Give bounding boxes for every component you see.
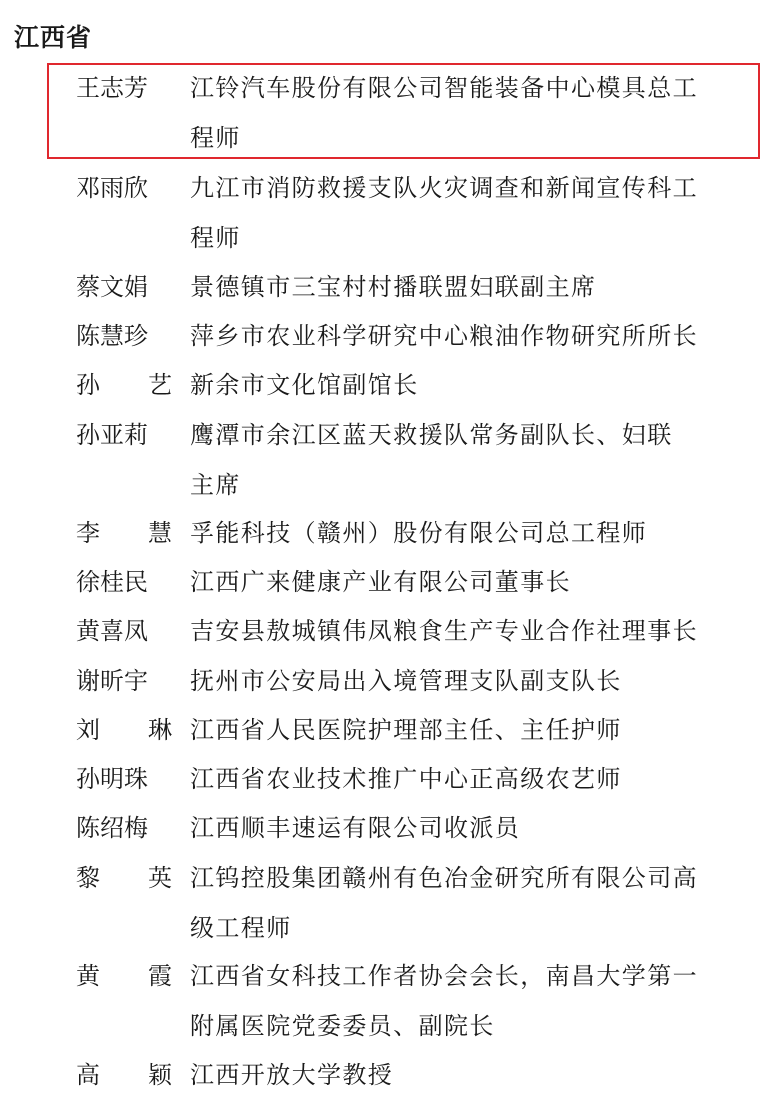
province-heading: 江西省 bbox=[14, 23, 93, 52]
title-line: 江西省女科技工作者协会会长，南昌大学第一 bbox=[190, 962, 698, 990]
title-line: 程师 bbox=[190, 124, 241, 152]
person-title bbox=[190, 1050, 752, 1100]
person-name: 王志芳 bbox=[76, 74, 148, 102]
person-name: 陈慧珍 bbox=[76, 322, 148, 350]
name-first-char: 黄 bbox=[76, 962, 100, 990]
name-first-char: 李 bbox=[76, 519, 100, 547]
title-line: 级工程师 bbox=[190, 914, 292, 942]
name-first-char: 黎 bbox=[76, 864, 100, 892]
title-line: 江西顺丰速运有限公司收派员 bbox=[190, 814, 521, 842]
name-first-char: 孙 bbox=[76, 371, 100, 399]
name-first-char: 刘 bbox=[76, 716, 100, 744]
person-title bbox=[190, 63, 752, 163]
person-title bbox=[190, 705, 752, 755]
person-name bbox=[76, 951, 172, 1001]
title-line: 主席 bbox=[190, 471, 241, 499]
title-line: 江西广来健康产业有限公司董事长 bbox=[190, 568, 571, 596]
person-name: 谢昕宇 bbox=[76, 667, 148, 695]
person-name bbox=[76, 853, 172, 903]
title-line: 吉安县敖城镇伟凤粮食生产专业合作社理事长 bbox=[190, 617, 698, 645]
person-name: 陈绍梅 bbox=[76, 814, 148, 842]
person-name: 邓雨欣 bbox=[76, 174, 148, 202]
title-line: 程师 bbox=[190, 224, 241, 252]
person-name: 蔡文娟 bbox=[76, 273, 148, 301]
person-title bbox=[190, 508, 752, 558]
person-title bbox=[190, 853, 752, 953]
name-last-char: 英 bbox=[148, 864, 172, 892]
title-line: 江钨控股集团赣州有色冶金研究所有限公司高 bbox=[190, 864, 698, 892]
person-title bbox=[190, 410, 752, 510]
person-name bbox=[76, 508, 172, 558]
person-title bbox=[190, 656, 752, 706]
person-name: 徐桂民 bbox=[76, 568, 148, 596]
name-last-char: 慧 bbox=[148, 519, 172, 547]
person-title bbox=[190, 754, 752, 804]
title-line: 新余市文化馆副馆长 bbox=[190, 371, 419, 399]
person-title bbox=[190, 311, 752, 361]
person-name: 黄喜凤 bbox=[76, 617, 148, 645]
person-title bbox=[190, 360, 752, 410]
name-last-char: 颖 bbox=[148, 1061, 172, 1089]
person-title bbox=[190, 163, 752, 263]
title-line: 江西省农业技术推广中心正高级农艺师 bbox=[190, 765, 622, 793]
person-name bbox=[76, 360, 172, 410]
title-line: 抚州市公安局出入境管理支队副支队长 bbox=[190, 667, 622, 695]
name-first-char: 高 bbox=[76, 1061, 100, 1089]
person-name bbox=[76, 1050, 172, 1100]
name-last-char: 琳 bbox=[148, 716, 172, 744]
title-line: 江铃汽车股份有限公司智能装备中心模具总工 bbox=[190, 74, 698, 102]
name-last-char: 艺 bbox=[148, 371, 172, 399]
title-line: 江西省人民医院护理部主任、主任护师 bbox=[190, 716, 622, 744]
person-name bbox=[76, 705, 172, 755]
person-title bbox=[190, 606, 752, 656]
person-name: 孙明珠 bbox=[76, 765, 148, 793]
title-line: 萍乡市农业科学研究中心粮油作物研究所所长 bbox=[190, 322, 698, 350]
title-line: 附属医院党委委员、副院长 bbox=[190, 1012, 495, 1040]
name-last-char: 霞 bbox=[148, 962, 172, 990]
title-line: 孚能科技（赣州）股份有限公司总工程师 bbox=[190, 519, 648, 547]
title-line: 景德镇市三宝村村播联盟妇联副主席 bbox=[190, 273, 597, 301]
title-line: 江西开放大学教授 bbox=[190, 1061, 394, 1089]
title-line: 九江市消防救援支队火灾调查和新闻宣传科工 bbox=[190, 174, 698, 202]
person-title bbox=[190, 803, 752, 853]
person-title bbox=[190, 557, 752, 607]
person-title bbox=[190, 262, 752, 312]
title-line: 鹰潭市余江区蓝天救援队常务副队长、妇联 bbox=[190, 421, 673, 449]
person-name: 孙亚莉 bbox=[76, 421, 148, 449]
person-title bbox=[190, 951, 752, 1051]
